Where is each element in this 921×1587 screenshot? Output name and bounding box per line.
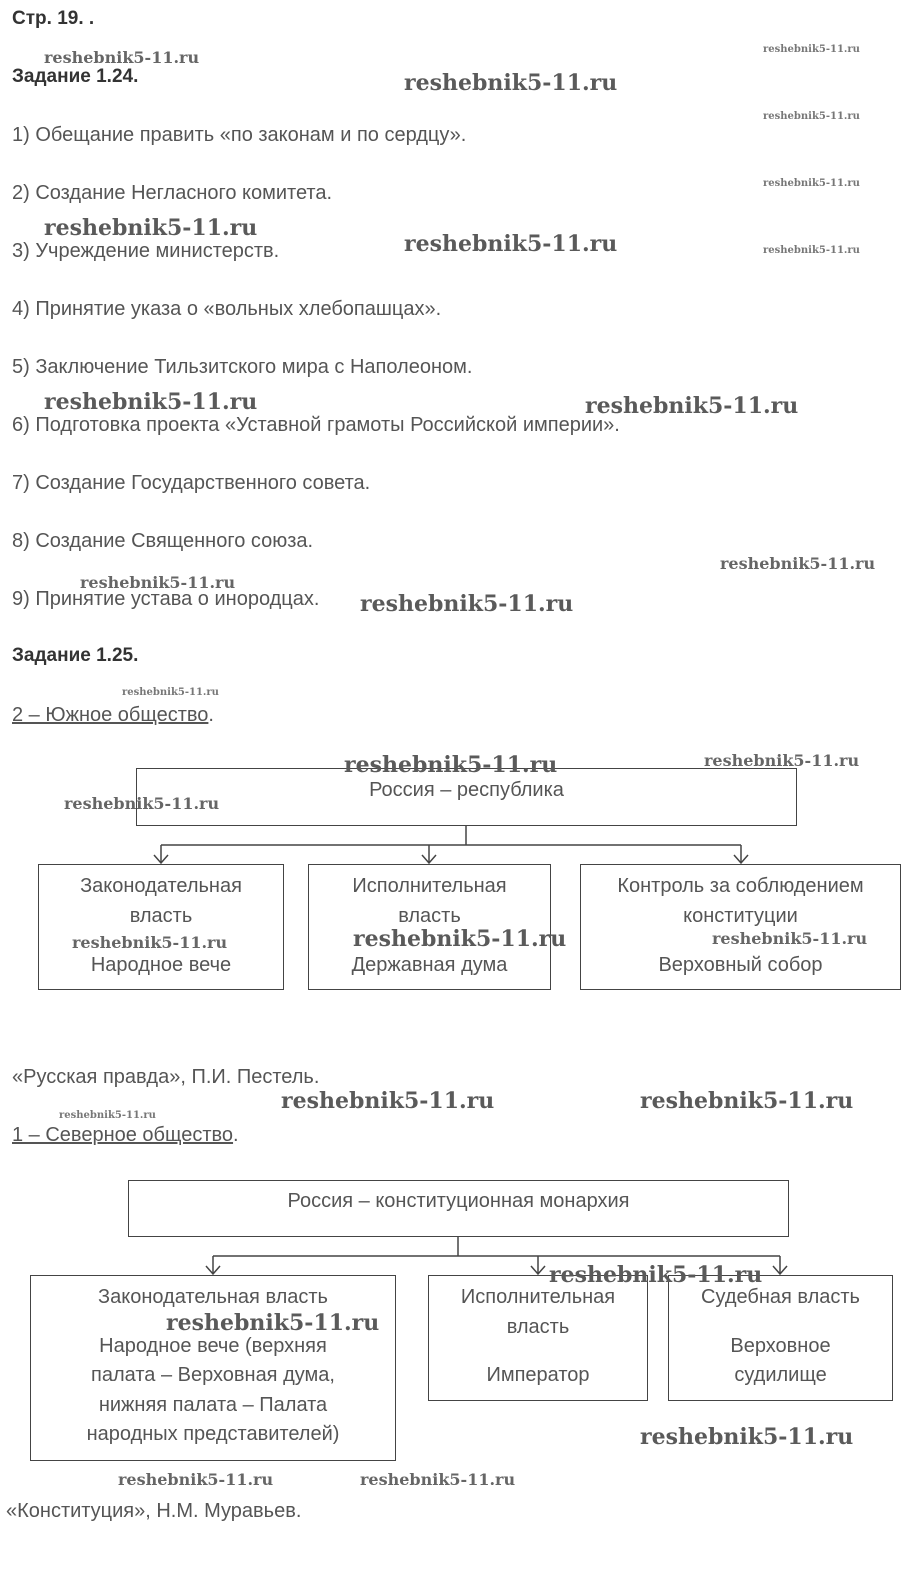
watermark: reshebnik5-11.ru (122, 687, 219, 698)
watermark: reshebnik5-11.ru (360, 591, 574, 617)
north-top-label: Россия – конституционная монархия (287, 1190, 630, 1212)
north-executive-box (428, 1275, 648, 1401)
list-item: 8) Создание Священного союза. (12, 530, 314, 552)
watermark: reshebnik5-11.ru (59, 1110, 156, 1121)
watermark: reshebnik5-11.ru (712, 929, 868, 948)
branch-body: Император (486, 1364, 590, 1386)
list-item: 4) Принятие указа о «вольных хлебопашцах». (12, 298, 442, 320)
watermark: reshebnik5-11.ru (281, 1088, 495, 1114)
watermark: reshebnik5-11.ru (549, 1262, 763, 1288)
south-top-label: Россия – республика (369, 779, 564, 801)
task-125-title: Задание 1.25. (12, 645, 139, 666)
north-legislative-box (30, 1275, 396, 1461)
watermark: reshebnik5-11.ru (404, 231, 618, 257)
branch-body: Верховный собор (658, 954, 823, 976)
list-item: 6) Подготовка проекта «Уставной грамоты Российской империи». (12, 414, 620, 436)
list-item: 2) Создание Негласного комитета. (12, 182, 333, 204)
watermark: reshebnik5-11.ru (353, 926, 567, 952)
branch-title: власть (398, 905, 461, 927)
heading-dot: . (233, 1124, 239, 1146)
north-judicial-box (668, 1275, 893, 1401)
branch-title: Контроль за соблюдением (617, 875, 864, 897)
watermark: reshebnik5-11.ru (166, 1310, 380, 1336)
task-124-title: Задание 1.24. (12, 66, 139, 87)
watermark: reshebnik5-11.ru (44, 48, 200, 67)
branch-title: Законодательная власть (98, 1286, 328, 1308)
list-item: 5) Заключение Тильзитского мира с Наполеоном. (12, 356, 473, 378)
north-source: «Конституция», Н.М. Муравьев. (6, 1500, 302, 1522)
list-item: 7) Создание Государственного совета. (12, 472, 371, 494)
watermark: reshebnik5-11.ru (763, 178, 860, 189)
watermark: reshebnik5-11.ru (704, 751, 860, 770)
watermark: reshebnik5-11.ru (720, 554, 876, 573)
watermark: reshebnik5-11.ru (763, 44, 860, 55)
branch-body: нижняя палата – Палата (98, 1394, 328, 1416)
list-item: 3) Учреждение министерств. (12, 240, 280, 262)
branch-title: власть (129, 905, 193, 927)
branch-title: Исполнительная (352, 875, 507, 897)
branch-body: Державная дума (351, 954, 508, 976)
heading-dot: . (208, 704, 214, 726)
branch-body: Верховное (730, 1335, 831, 1357)
watermark: reshebnik5-11.ru (44, 389, 258, 415)
watermark: reshebnik5-11.ru (763, 245, 860, 256)
watermark: reshebnik5-11.ru (640, 1088, 854, 1114)
watermark: reshebnik5-11.ru (80, 573, 236, 592)
branch-title: Судебная власть (701, 1286, 860, 1308)
list-item: 1) Обещание править «по законам и по сердцу». (12, 124, 467, 146)
north-society-link[interactable]: 1 – Северное общество (12, 1124, 234, 1146)
branch-title: Законодательная (80, 875, 242, 897)
branch-body: Народное вече (верхняя (99, 1335, 327, 1357)
watermark: reshebnik5-11.ru (360, 1470, 516, 1489)
watermark: reshebnik5-11.ru (404, 70, 618, 96)
watermark: reshebnik5-11.ru (763, 111, 860, 122)
watermark: reshebnik5-11.ru (585, 393, 799, 419)
watermark: reshebnik5-11.ru (640, 1424, 854, 1450)
branch-title: конституции (683, 905, 798, 927)
watermark: reshebnik5-11.ru (44, 215, 258, 241)
page-header: Стр. 19. . (12, 8, 95, 29)
list-item: 9) Принятие устава о инородцах. (12, 588, 320, 610)
watermark: reshebnik5-11.ru (344, 752, 558, 778)
branch-body: народных представителей) (86, 1423, 340, 1445)
south-source: «Русская правда», П.И. Пестель. (12, 1066, 320, 1088)
watermark: reshebnik5-11.ru (64, 794, 220, 813)
branch-body: судилище (734, 1364, 827, 1386)
watermark: reshebnik5-11.ru (72, 933, 228, 952)
branch-body: Народное вече (90, 954, 232, 976)
branch-body: палата – Верховная дума, (91, 1364, 335, 1386)
branch-title: власть (506, 1316, 570, 1338)
branch-title: Исполнительная (460, 1286, 616, 1308)
south-society-link[interactable]: 2 – Южное общество (12, 704, 209, 726)
watermark: reshebnik5-11.ru (118, 1470, 274, 1489)
